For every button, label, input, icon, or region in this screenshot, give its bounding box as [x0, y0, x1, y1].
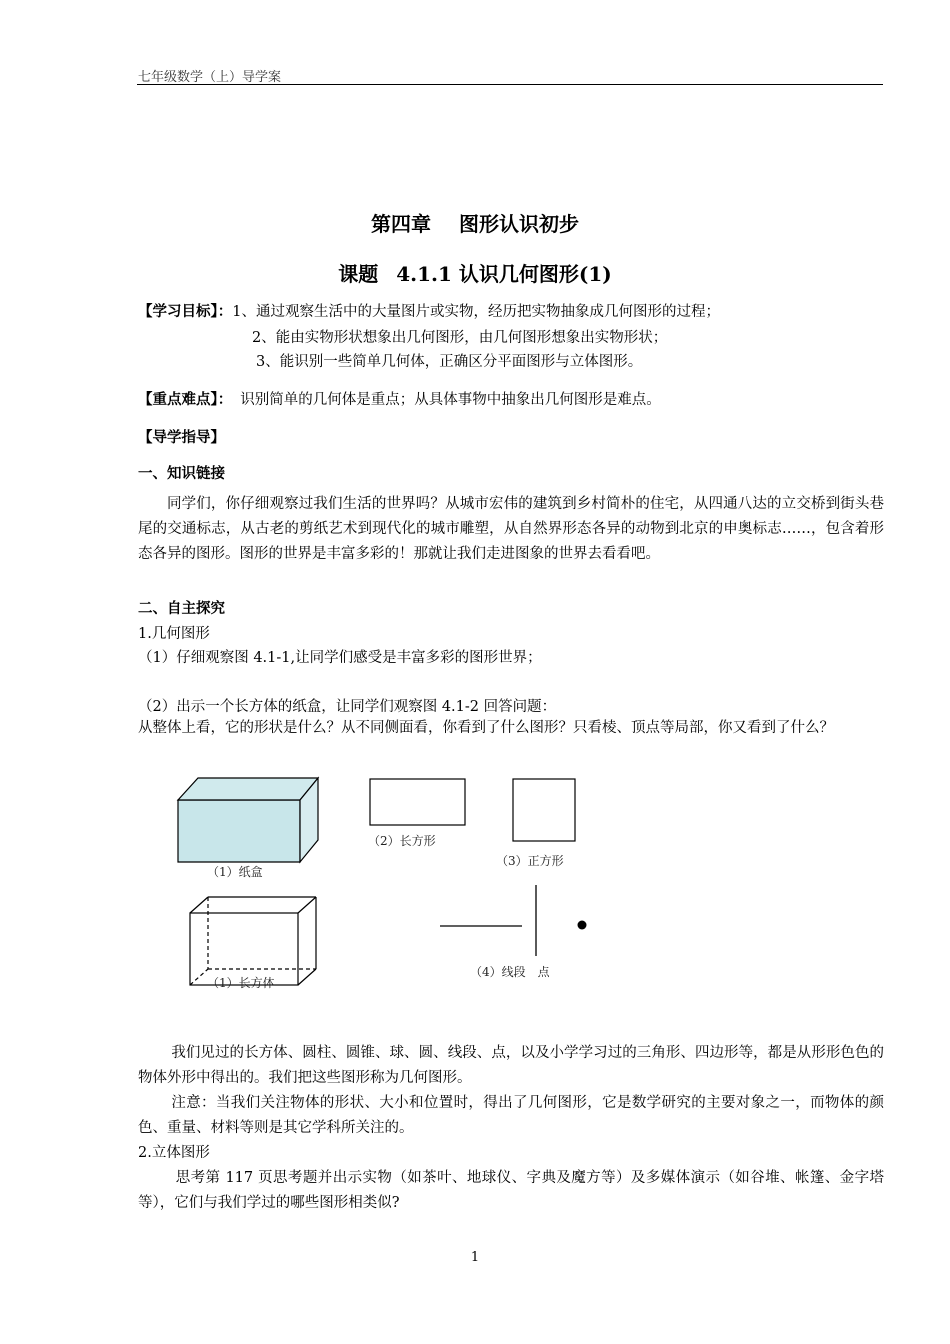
explore-item-1: （1）仔细观察图 4.1-1,让同学们感受是丰富多彩的图形世界；	[138, 650, 542, 666]
chapter-number: 第四章	[371, 212, 431, 236]
lesson-title	[0, 258, 950, 287]
page-number: 1	[470, 1250, 480, 1265]
explore-question: 从整体上看，它的形状是什么？从不同侧面看，你看到了什么图形？只看棱、顶点等局部，你又看到了什么？	[138, 720, 834, 736]
caption-segment-point: （4）线段 点	[470, 965, 550, 979]
subsection-solid-figures: 2.立体图形	[138, 1145, 210, 1161]
page-header: 七年级数学（上）导学案	[138, 70, 282, 85]
keypoints-label: 【重点难点】：	[138, 391, 233, 408]
chapter-name: 图形认识初步	[459, 212, 579, 236]
goals-line-1	[138, 300, 720, 321]
explore-item-2: （2）出示一个长方体的纸盒，让同学们观察图 4.1-2 回答问题：	[138, 699, 557, 715]
cuboid-wireframe	[190, 897, 316, 985]
keypoints-text: 识别简单的几何体是重点；从具体事物中抽象出几何图形是难点。	[240, 392, 661, 408]
goals-label: 【学习目标】：	[138, 303, 233, 320]
caption-rectangle: （2）长方形	[368, 834, 436, 848]
guide-label: 【导学指导】	[138, 429, 225, 446]
subsection-geometric-figures: 1.几何图形	[138, 626, 210, 642]
keypoints-line	[138, 388, 661, 409]
caption-cuboid: （1）长方体	[207, 976, 275, 990]
paper-box-drawing	[178, 778, 318, 862]
rectangle-shape	[370, 779, 465, 825]
goal-item: 1、通过观察生活中的大量图片或实物，经历把实物抽象成几何图形的过程；	[232, 304, 720, 320]
think-paragraph: 思考第 117 页思考题并出示实物（如茶叶、地球仪、字典及魔方等）及多媒体演示（如谷堆、帐篷、金字塔等），它们与我们学过的哪些图形相类似?	[138, 1170, 884, 1211]
caption-square: （3）正方形	[496, 854, 564, 868]
lesson-name: 4.1.1 认识几何图形(1)	[396, 262, 612, 286]
note-paragraph: 注意：当我们关注物体的形状、大小和位置时，得出了几何图形，它是数学研究的主要对象之一，而物体的颜色、重量、材料等则是其它学科所关注的。	[138, 1095, 884, 1136]
section1-title: 一、知识链接	[138, 465, 225, 482]
chapter-title	[0, 208, 950, 237]
figure-cuboid-views	[160, 770, 620, 1000]
geometric-figures-paragraph: 我们见过的长方体、圆柱、圆锥、球、圆、线段、点，以及小学学习过的三角形、四边形等，都是从形形色色的物体外形中得出的。我们把这些图形称为几何图形。	[138, 1045, 884, 1086]
section1-paragraph: 同学们，你仔细观察过我们生活的世界吗？从城市宏伟的建筑到乡村简朴的住宅，从四通八达的立交桥到街头巷尾的交通标志，从古老的剪纸艺术到现代化的城市雕塑，从自然界形态各异的动物到北京的申奥标志……，包含着形态各异的图形。图形的世界是丰富多彩的！那就让我们走进图象的世界去看看吧。	[138, 496, 884, 562]
lesson-prefix: 课题	[338, 262, 379, 286]
square-shape	[513, 779, 575, 841]
goal-item: 2、能由实物形状想象出几何图形，由几何图形想象出实物形状；	[252, 330, 668, 346]
caption-paper-box: （1）纸盒	[207, 865, 263, 879]
header-rule	[137, 84, 883, 85]
goal-item: 3、能识别一些简单几何体，正确区分平面图形与立体图形。	[256, 354, 643, 370]
section2-title: 二、自主探究	[138, 600, 225, 617]
point-dot	[578, 921, 587, 930]
